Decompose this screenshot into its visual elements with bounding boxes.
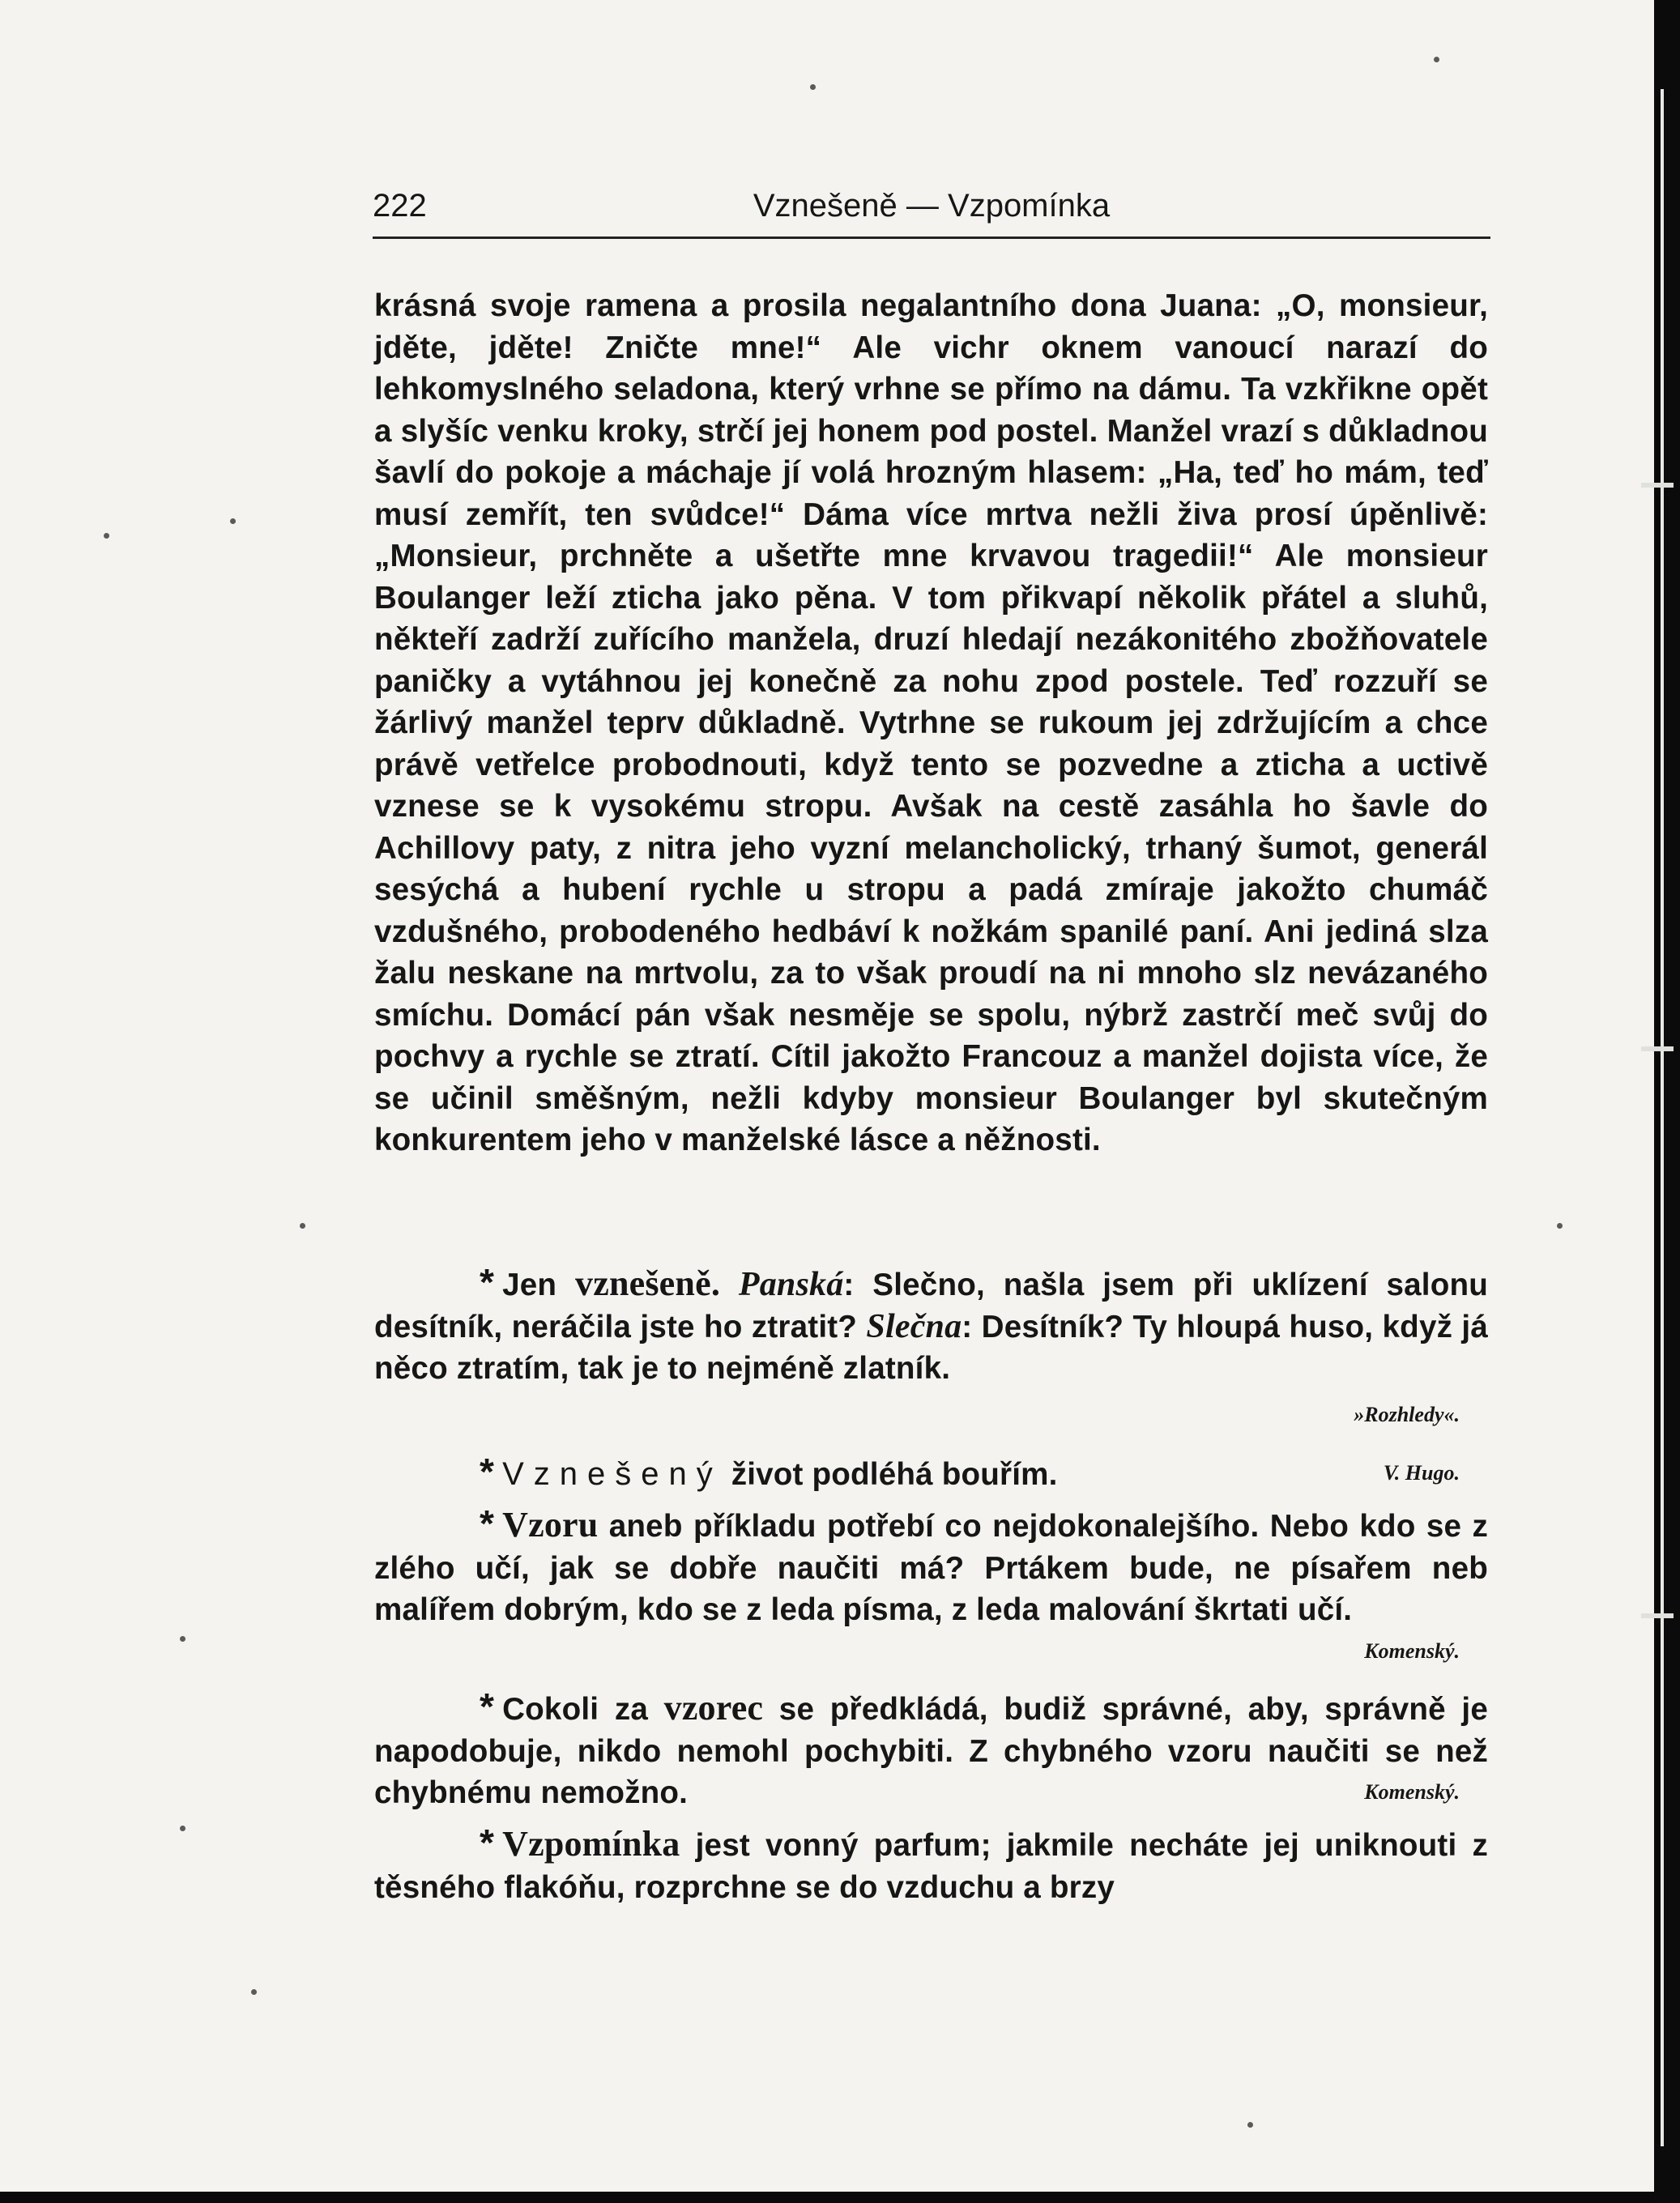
entry-keyword: vzorec <box>663 1688 764 1728</box>
scan-speck <box>251 1989 257 1995</box>
entry-vznesene <box>374 1262 1488 1390</box>
asterisk: * <box>480 1451 495 1493</box>
scan-speck <box>1557 1223 1563 1229</box>
entry-text: jest vonný parfum; jakmile necháte jej uniknouti z těsného flakóňu, rozprchne se do vzduchu a brzy <box>374 1828 1488 1905</box>
attribution: V. Hugo. <box>1383 1461 1460 1485</box>
scan-speck <box>230 518 236 524</box>
entry-text: : Desítník? Ty hloupá huso, když já něco ztratím, tak je to nejméně zlatník. <box>374 1309 1489 1386</box>
edge-mark <box>1641 1046 1674 1051</box>
speaker-label: Slečna <box>866 1307 962 1345</box>
attribution: Komenský. <box>1364 1639 1460 1663</box>
scan-speck <box>300 1223 305 1229</box>
page-number: 222 <box>373 188 427 224</box>
entry-keyword: Vznešený <box>502 1456 723 1492</box>
entry-keyword: vznešeně. <box>575 1263 721 1303</box>
scan-speck <box>1434 57 1439 62</box>
edge-mark <box>1641 1613 1674 1618</box>
asterisk: * <box>480 1685 495 1728</box>
edge-mark <box>1641 483 1674 488</box>
asterisk: * <box>480 1261 495 1303</box>
scan-speck <box>180 1826 185 1831</box>
entry-text-pre: Cokoli za <box>502 1692 664 1727</box>
entry-text: život podléhá bouřím. <box>722 1457 1058 1492</box>
asterisk: * <box>480 1502 495 1545</box>
entry-keyword: Vzoru <box>502 1505 599 1545</box>
attribution: »Rozhledy«. <box>1354 1403 1460 1426</box>
entry-text: se předkládá, budiž správné, aby, správně je napodobuje, nikdo nemohl pochybiti. Z chybného vzoru naučiti se než chybnému nemožno. <box>374 1692 1488 1810</box>
entry-text: : Slečno, našla jsem při uklízení salonu desítník, neráčila jste ho ztratit? <box>374 1268 1488 1344</box>
entry-text-pre: Jen <box>502 1268 576 1302</box>
scan-speck <box>104 533 109 539</box>
scan-speck <box>180 1636 185 1642</box>
attribution: Komenský. <box>1364 1780 1460 1804</box>
running-head: Vznešeně — Vzpomínka <box>753 188 1111 224</box>
main-paragraph: krásná svoje ramena a prosila negalantního dona Juana: „O, monsieur, jděte, jděte! Zničte mne!“ Ale vichr oknem vanoucí narazí do lehkomyslného seladona, který vrhne se přímo na dámu. Ta vzkřikne opět a slyšíc venku kroky, strčí jej honem pod postel. Manžel vrazí s důkladnou šavlí do pokoje a máchaje jí volá hrozným hlasem: „Ha, teď ho mám, teď musí zemřít, ten svůdce!“ Dáma více mrtva nežli živa prosí úpěnlivě: „Monsieur, prchněte a ušetřte mne krvavou tragedii!“ Ale monsieur Boulanger leží zticha jako pěna. V tom přikvapí několik přátel a sluhů, někteří zadrží zuřícího manžela, druzí hledají nezákonitého zbožňovatele paničky a vytáhnou jej konečně za nohu zpod postele. Teď rozzuří se žárlivý manžel teprv důkladně. Vytrhne se rukoum jej zdržujícím a chce právě vetřelce probodnouti, když tento se pozvedne a zticha a uctivě vznese se k vysokému stropu. Avšak na cestě zasáhla ho šavle do Achillovy paty, z nitra jeho vyzní melancholický, trhaný šumot, generál sesýchá a hubení rychle u stropu a padá zmíraje jakožto chumáč vzdušného, probodeného hedbáví k nožkám spanilé paní. Ani jediná slza žalu neskane na mrtvolu, za to však proudí na ni mnoho slz nevázaného smíchu. Domácí pán však nesměje se spolu, nýbrž zastrčí meč svůj do pochvy a rychle se ztratí. Cítil jakožto Francouz a manžel dojista více, že se učinil směšným, nežli kdyby monsieur Boulanger byl skutečným konkurentem jeho v manželské lásce a něžnosti. <box>374 288 1488 1157</box>
entry-keyword: Vzpomínka <box>502 1824 680 1864</box>
entry-vzoru <box>374 1503 1488 1631</box>
asterisk: * <box>480 1822 495 1864</box>
page-header <box>373 188 1490 239</box>
speaker-label: Panská <box>738 1266 844 1303</box>
page-edge-line <box>1661 89 1664 2146</box>
scan-speck <box>810 84 816 90</box>
entry-vzpominka <box>374 1822 1488 1908</box>
page-edge-shadow <box>1654 0 1680 2203</box>
scan-speck <box>1247 2122 1253 2128</box>
entry-text: aneb příkladu potřebí co nejdokonalejšího. Nebo kdo se z zlého učí, jak se dobře naučiti má? Prtákem bude, ne písařem neb malířem dobrým, kdo se z leda písma, z leda malování škrtati učí. <box>374 1509 1488 1627</box>
